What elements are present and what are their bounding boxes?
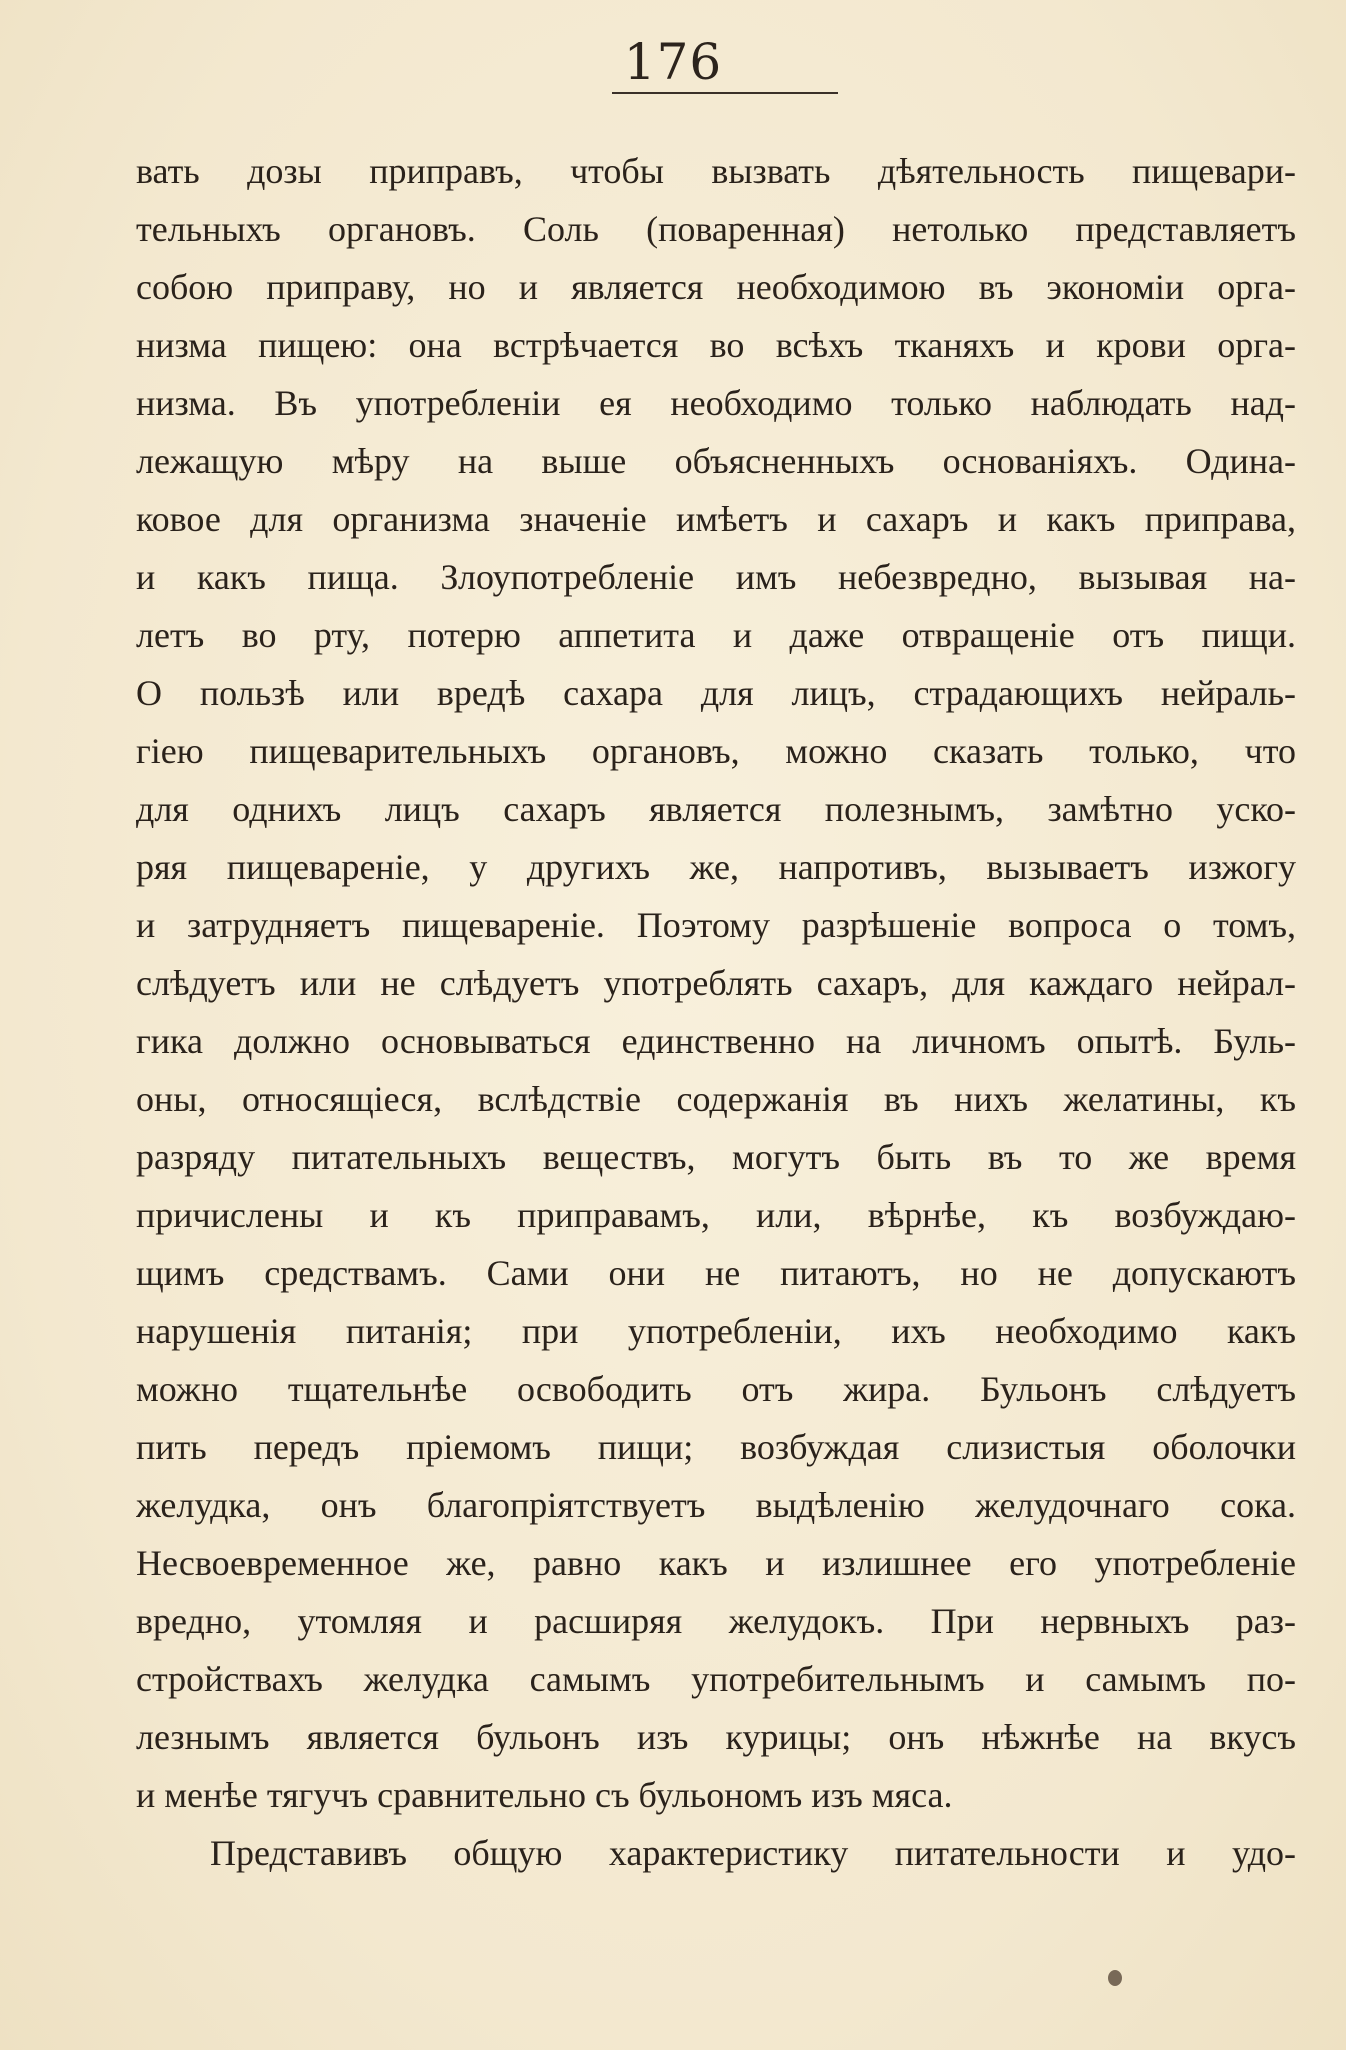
text-line: О пользѣ или вредѣ сахара для лицъ, страдающихъ нейраль- <box>136 673 1296 713</box>
text-line: гика должно основываться единственно на личномъ опытѣ. Буль- <box>136 1021 1296 1061</box>
paragraph-end-line: и менѣе тягучъ сравнительно съ бульономъ изъ мяса. <box>136 1775 953 1815</box>
text-line: тельныхъ органовъ. Соль (поваренная) нетолько представляетъ <box>136 209 1296 249</box>
header-rule <box>612 92 838 94</box>
paragraph-start-line: Представивъ общую характеристику питательности и удо- <box>210 1833 1296 1873</box>
text-line: ковое для организма значеніе имѣетъ и сахаръ и какъ приправа, <box>136 499 1296 539</box>
text-line: Несвоевременное же, равно какъ и излишнее его употребленіе <box>136 1543 1296 1583</box>
text-line: пить передъ пріемомъ пищи; возбуждая слизистыя оболочки <box>136 1427 1296 1467</box>
text-line: слѣдуетъ или не слѣдуетъ употреблять сахаръ, для каждаго нейрал- <box>136 963 1296 1003</box>
text-line: лежащую мѣру на выше объясненныхъ основаніяхъ. Одина- <box>136 441 1296 481</box>
text-line: ряя пищевареніе, у другихъ же, напротивъ, вызываетъ изжогу <box>136 847 1296 887</box>
text-line: и какъ пища. Злоупотребленіе имъ небезвредно, вызывая на- <box>136 557 1296 597</box>
text-line: и затрудняетъ пищевареніе. Поэтому разрѣшеніе вопроса о томъ, <box>136 905 1296 945</box>
text-line: разряду питательныхъ веществъ, могутъ быть въ то же время <box>136 1137 1296 1177</box>
body-text <box>136 142 1296 1882</box>
text-line: лезнымъ является бульонъ изъ курицы; онъ нѣжнѣе на вкусъ <box>136 1717 1296 1757</box>
text-line: оны, относящіеся, вслѣдствіе содержанія въ нихъ желатины, къ <box>136 1079 1296 1119</box>
text-line: стройствахъ желудка самымъ употребительнымъ и самымъ по- <box>136 1659 1296 1699</box>
text-line: нарушенія питанія; при употребленіи, ихъ необходимо какъ <box>136 1311 1296 1351</box>
text-line: щимъ средствамъ. Сами они не питаютъ, но не допускаютъ <box>136 1253 1296 1293</box>
text-line: желудка, онъ благопріятствуетъ выдѣленію желудочнаго сока. <box>136 1485 1296 1525</box>
page-number: 176 <box>623 33 723 91</box>
ink-spot <box>1108 1970 1122 1986</box>
text-line: гіею пищеварительныхъ органовъ, можно сказать только, что <box>136 731 1296 771</box>
text-line: летъ во рту, потерю аппетита и даже отвращеніе отъ пищи. <box>136 615 1296 655</box>
text-line: собою приправу, но и является необходимою въ экономіи орга- <box>136 267 1296 307</box>
text-line: можно тщательнѣе освободить отъ жира. Бульонъ слѣдуетъ <box>136 1369 1296 1409</box>
text-line: вать дозы приправъ, чтобы вызвать дѣятельность пищевари- <box>136 151 1296 191</box>
text-line: для однихъ лицъ сахаръ является полезнымъ, замѣтно уско- <box>136 789 1296 829</box>
text-line: низма пищею: она встрѣчается во всѣхъ тканяхъ и крови орга- <box>136 325 1296 365</box>
text-line: вредно, утомляя и расширяя желудокъ. При нервныхъ раз- <box>136 1601 1296 1641</box>
text-line: причислены и къ приправамъ, или, вѣрнѣе, къ возбуждаю- <box>136 1195 1296 1235</box>
text-line: низма. Въ употребленіи ея необходимо только наблюдать над- <box>136 383 1296 423</box>
